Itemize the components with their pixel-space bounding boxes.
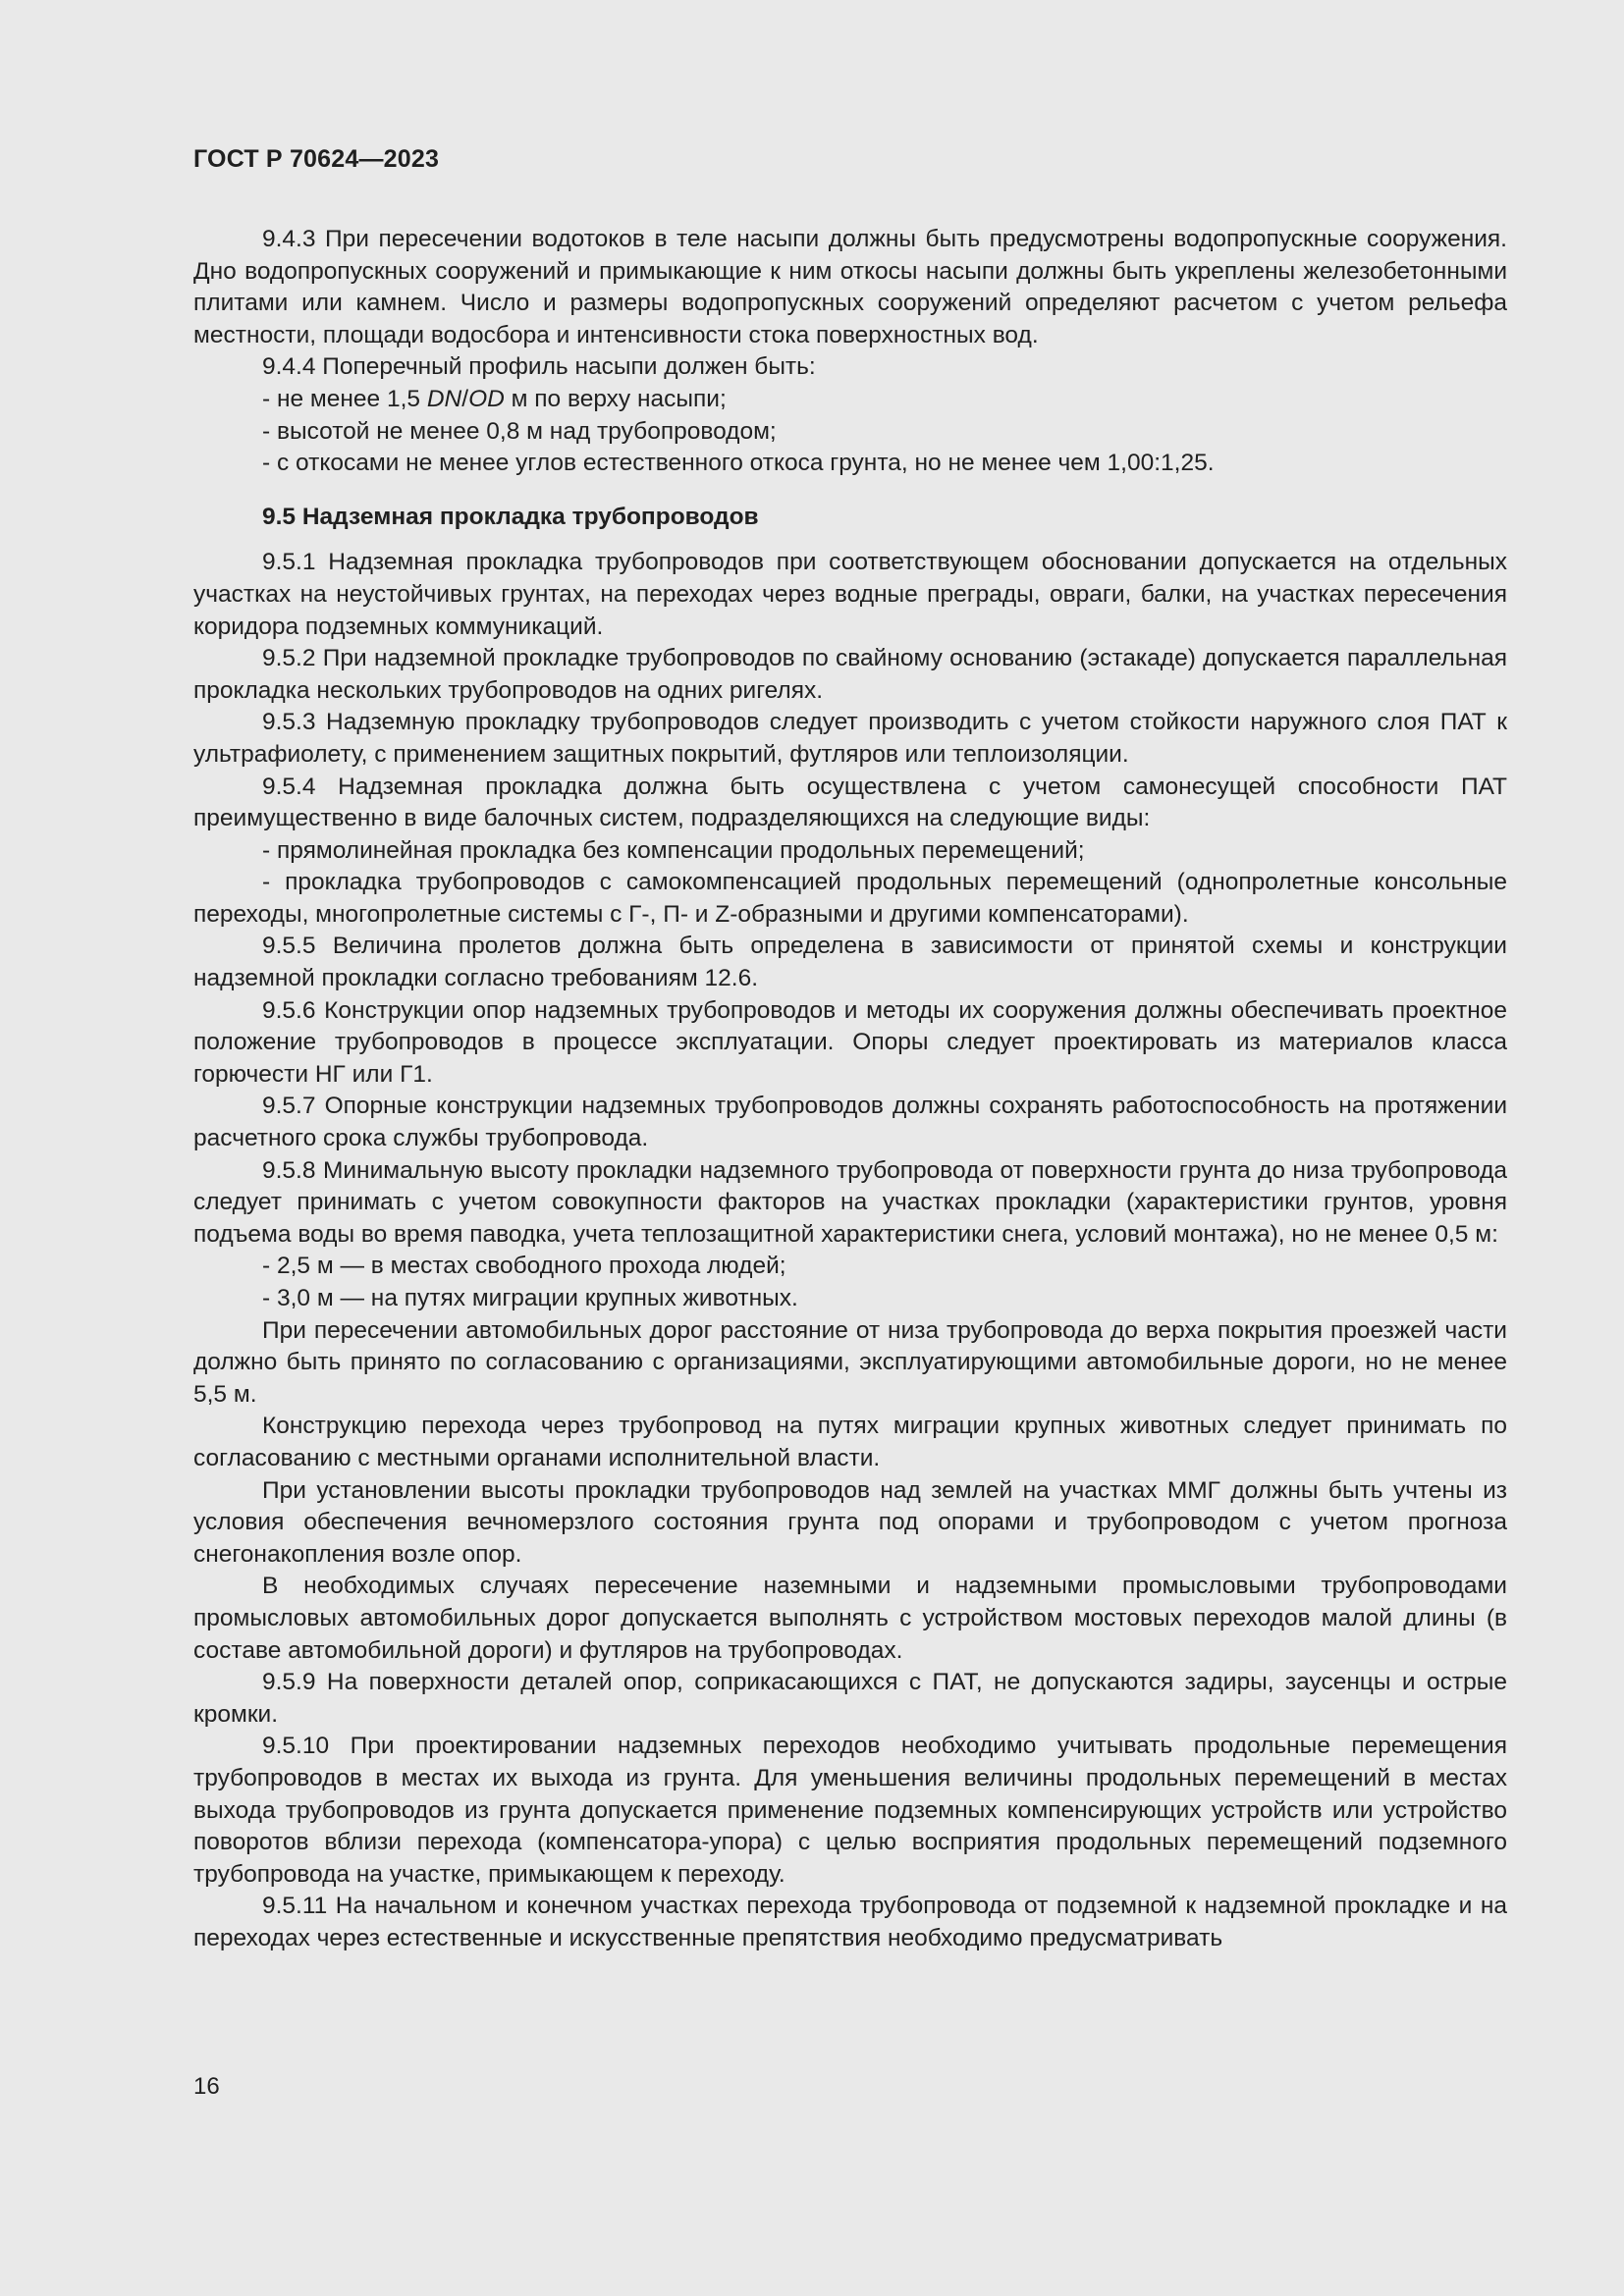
list-item-9-5-4-a: - прямолинейная прокладка без компенсации продольных перемещений; (262, 836, 1085, 864)
paragraph-9-5-3: 9.5.3 Надземную прокладку трубопроводов следует производить с учетом стойкости наружного слоя ПАТ к ультрафиолету, с применением защитных покрытий, футляров или теплоизоляции. (193, 709, 1507, 768)
paragraph-9-5-11: 9.5.11 На начальном и конечном участках перехода трубопровода от подземной к надземной прокладке и на переходах через естественные и искусственные препятствия необходимо предусматривать (193, 1893, 1507, 1951)
paragraph-9-5-6: 9.5.6 Конструкции опор надземных трубопроводов и методы их сооружения должны обеспечивать проектное положение трубопроводов в процессе эксплуатации. Опоры следует проектировать из материалов класса горючести НГ или Г1. (193, 996, 1507, 1088)
list-item-9-4-4-b: - высотой не менее 0,8 м над трубопроводом; (262, 417, 777, 445)
paragraph-9-5-5: 9.5.5 Величина пролетов должна быть определена в зависимости от принятой схемы и конструкции надземной прокладки согласно требованиям 12.6. (193, 933, 1507, 992)
list-item-9-5-8-a: - 2,5 м — в местах свободного прохода людей; (262, 1253, 786, 1280)
document-header: ГОСТ Р 70624—2023 (193, 145, 440, 173)
paragraph-9-5-2: 9.5.2 При надземной прокладке трубопроводов по свайному основанию (эстакаде) допускается параллельная прокладка нескольких трубопроводов на одних ригелях. (193, 645, 1507, 704)
list-item-9-4-4-c: - с откосами не менее углов естественного откоса грунта, но не менее чем 1,00:1,25. (262, 450, 1215, 477)
list-item-9-5-4-b: - прокладка трубопроводов с самокомпенсацией продольных перемещений (однопролетные консольные переходы, многопролетные системы с Г-, П- и Z-образными и другими компенсаторами). (193, 869, 1507, 928)
paragraph-9-4-4: 9.4.4 Поперечный профиль насыпи должен быть: (262, 353, 816, 381)
paragraph-9-5-8-permafrost: При установлении высоты прокладки трубопроводов над землей на участках ММГ должны быть учтены из условия обеспечения вечномерзлого состояния грунта под опорами и трубопроводом с учетом прогноза снегонакопления возле опор. (193, 1476, 1507, 1568)
paragraph-9-5-4: 9.5.4 Надземная прокладка должна быть осуществлена с учетом самонесущей способности ПАТ преимущественно в виде балочных систем, подразделяющихся на следующие виды: (193, 773, 1507, 832)
od-symbol: OD (468, 385, 505, 412)
paragraph-9-5-8: 9.5.8 Минимальную высоту прокладки надземного трубопровода от поверхности грунта до низа трубопровода следует принимать с учетом совокупности факторов на участках прокладки (характеристики грунтов, уровня подъема воды во время паводка, учета теплозащитной характеристики снега, условий монтажа), но не менее 0,5 м: (193, 1156, 1507, 1248)
paragraph-9-5-10: 9.5.10 При проектировании надземных переходов необходимо учитывать продольные перемещения трубопроводов в местах их выхода из грунта. Для уменьшения величины продольных перемещений в местах выхода трубопроводов из грунта допускается применение подземных компенсирующих устройств или устройство поворотов вблизи перехода (компенсатора-упора) с целью восприятия продольных перемещений подземного трубопровода на участке, примыкающем к переходу. (193, 1733, 1507, 1888)
paragraph-9-4-3: 9.4.3 При пересечении водотоков в теле насыпи должны быть предусмотрены водопропускные сооружения. Дно водопропускных сооружений и примыкающие к ним откосы насыпи должны быть укреплены железобетонными плитами или камнем. Число и размеры водопропускных сооружений определяют расчетом с учетом рельефа местности, площади водосбора и интенсивности стока поверхностных вод. (193, 226, 1507, 348)
list-item-text: - не менее 1,5 (262, 385, 427, 412)
paragraph-9-5-8-roads: При пересечении автомобильных дорог расстояние от низа трубопровода до верха покрытия проезжей части должно быть принято по согласованию с организациями, эксплуатирующими автомобильные дороги, но не менее 5,5 м. (193, 1316, 1507, 1408)
paragraph-9-5-1: 9.5.1 Надземная прокладка трубопроводов при соответствующем обосновании допускается на отдельных участках на неустойчивых грунтах, на переходах через водные преграды, овраги, балки, на участках пересечения коридора подземных коммуникаций. (193, 549, 1507, 640)
slash-symbol: / (461, 385, 469, 412)
list-item-text: м по верху насыпи; (504, 385, 727, 412)
list-item-9-4-4-a (193, 384, 1507, 416)
page-number: 16 (193, 2073, 220, 2100)
dn-symbol: DN (426, 385, 462, 412)
paragraph-9-5-7: 9.5.7 Опорные конструкции надземных трубопроводов должны сохранять работоспособность на протяжении расчетного срока службы трубопровода. (193, 1093, 1507, 1152)
paragraph-9-5-9: 9.5.9 На поверхности деталей опор, соприкасающихся с ПАТ, не допускаются задиры, заусенцы и острые кромки. (193, 1669, 1507, 1728)
paragraph-9-5-8-animals: Конструкцию перехода через трубопровод на путях миграции крупных животных следует принимать по согласованию с местными органами исполнительной власти. (193, 1413, 1507, 1471)
list-item-9-5-8-b: - 3,0 м — на путях миграции крупных животных. (262, 1285, 798, 1311)
paragraph-9-5-8-bridges: В необходимых случаях пересечение наземными и надземными промысловыми трубопроводами промысловых автомобильных дорог допускается выполнять с устройством мостовых переходов малой длины (в составе автомобильной дороги) и футляров на трубопроводах. (193, 1573, 1507, 1664)
section-heading-9-5: 9.5 Надземная прокладка трубопроводов (262, 503, 759, 530)
document-body (193, 224, 1507, 1954)
